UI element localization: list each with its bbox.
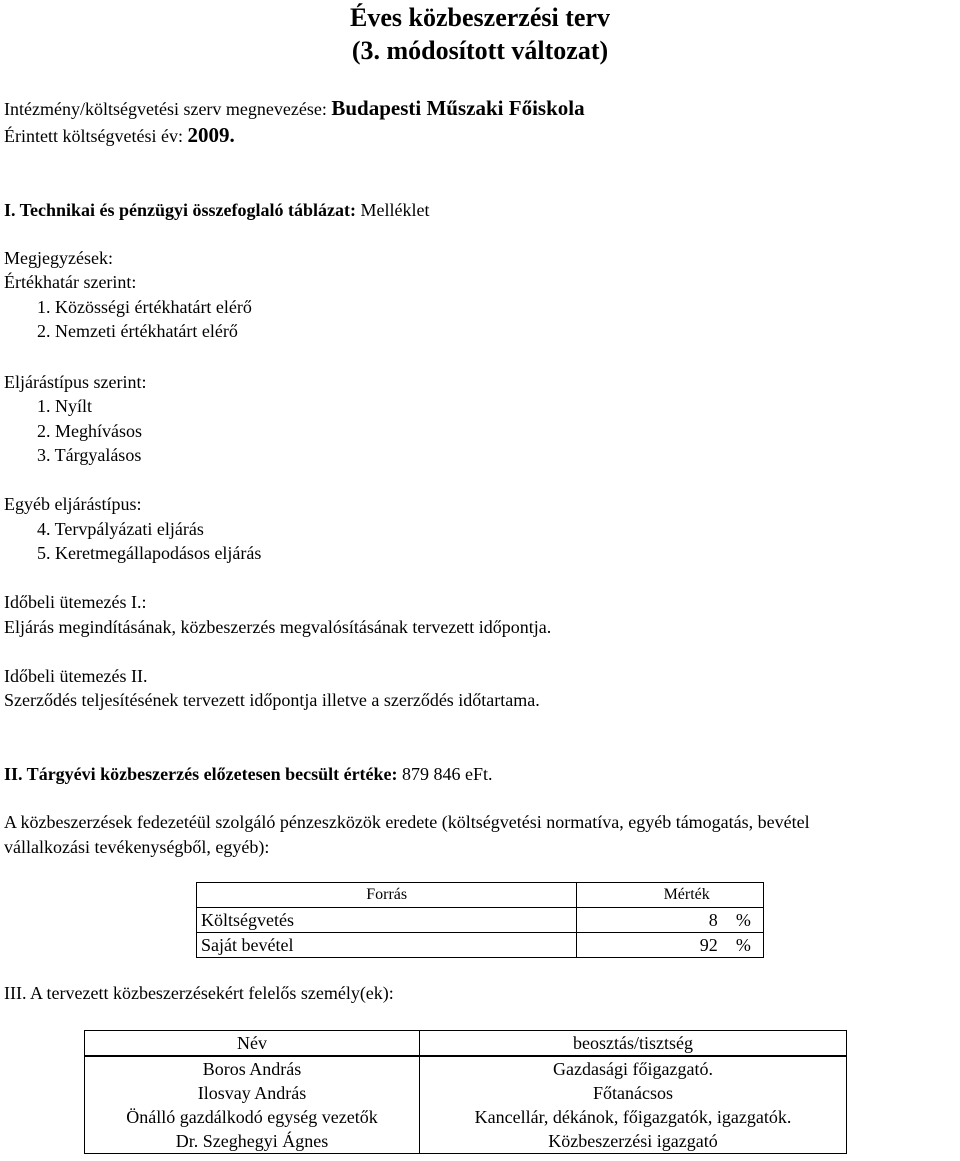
value-cell: 92 [577, 933, 724, 958]
header-source: Forrás [197, 883, 577, 908]
list-item: 4. Tervpályázati eljárás [37, 519, 204, 539]
schedule1-label: Időbeli ütemezés I.: [4, 592, 147, 612]
section2-heading: II. Tárgyévi közbeszerzés előzetesen becsült értéke: [4, 764, 398, 784]
header-position: beosztás/tisztség [420, 1031, 847, 1057]
header-measure: Mérték [577, 883, 724, 908]
unit-cell: % [724, 933, 764, 958]
position-cell: Főtanácsos [420, 1081, 847, 1105]
position-cell: Közbeszerzési igazgató [420, 1129, 847, 1154]
budget-year-label: Érintett költségvetési év: [4, 126, 183, 146]
responsible-persons-table [84, 1030, 847, 1154]
list-item: 5. Keretmegállapodásos eljárás [37, 543, 262, 563]
section2-unit: eFt. [465, 764, 493, 784]
notes-title: Megjegyzések: [4, 248, 113, 268]
institution-label: Intézmény/költségvetési szerv megnevezése: [4, 99, 327, 119]
value-threshold-label: Értékhatár szerint: [4, 272, 137, 292]
section1-note: Melléklet [360, 200, 430, 220]
header-unit-blank [724, 883, 764, 908]
list-item: 1. Közösségi értékhatárt elérő [37, 297, 252, 317]
page-subtitle: (3. módosított változat) [351, 36, 609, 65]
name-cell: Boros András [85, 1056, 420, 1081]
schedule1-text: Eljárás megindításának, közbeszerzés megvalósításának tervezett időpontja. [4, 617, 552, 637]
value-cell: 8 [577, 908, 724, 933]
section2-line [4, 763, 493, 785]
position-cell: Kancellár, dékánok, főigazgatók, igazgatók. [420, 1105, 847, 1129]
list-item: 3. Tárgyalásos [37, 445, 142, 465]
table-header-row [197, 883, 764, 908]
funding-text-line2: vállalkozási tevékenységből, egyéb): [4, 837, 270, 857]
name-cell: Dr. Szeghegyi Ágnes [85, 1129, 420, 1154]
funding-source-table [196, 882, 764, 958]
source-cell: Saját bevétel [197, 933, 577, 958]
header-name: Név [85, 1031, 420, 1057]
table-header-row [85, 1031, 847, 1057]
list-item: 1. Nyílt [37, 396, 93, 416]
procedure-type-label: Eljárástípus szerint: [4, 372, 147, 392]
section1-line [4, 199, 430, 221]
schedule2-label: Időbeli ütemezés II. [4, 666, 148, 686]
table-row [197, 933, 764, 958]
institution-line [4, 97, 585, 120]
table-row [85, 1056, 847, 1081]
list-item: 2. Nemzeti értékhatárt elérő [37, 321, 238, 341]
section2-value: 879 846 [402, 764, 461, 784]
table-row [85, 1105, 847, 1129]
funding-text-line1: A közbeszerzések fedezetéül szolgáló pénzeszközök eredete (költségvetési normatíva, egyéb támogatás, bevétel [4, 812, 810, 832]
other-procedure-label: Egyéb eljárástípus: [4, 494, 142, 514]
section3-heading: III. A tervezett közbeszerzésekért felelős személy(ek): [4, 983, 394, 1003]
table-row [85, 1081, 847, 1105]
list-item: 2. Meghívásos [37, 421, 142, 441]
budget-year-line [4, 124, 235, 147]
source-cell: Költségvetés [197, 908, 577, 933]
name-cell: Önálló gazdálkodó egység vezetők [85, 1105, 420, 1129]
unit-cell: % [724, 908, 764, 933]
schedule2-text: Szerződés teljesítésének tervezett időpontja illetve a szerződés időtartama. [4, 690, 540, 710]
page-title: Éves közbeszerzési terv [350, 3, 610, 32]
table-row [85, 1129, 847, 1154]
name-cell: Ilosvay András [85, 1081, 420, 1105]
position-cell: Gazdasági főigazgató. [420, 1056, 847, 1081]
institution-value: Budapesti Műszaki Főiskola [331, 96, 585, 120]
section1-heading: I. Technikai és pénzügyi összefoglaló táblázat: [4, 200, 357, 220]
table-row [197, 908, 764, 933]
budget-year-value: 2009. [187, 123, 235, 147]
